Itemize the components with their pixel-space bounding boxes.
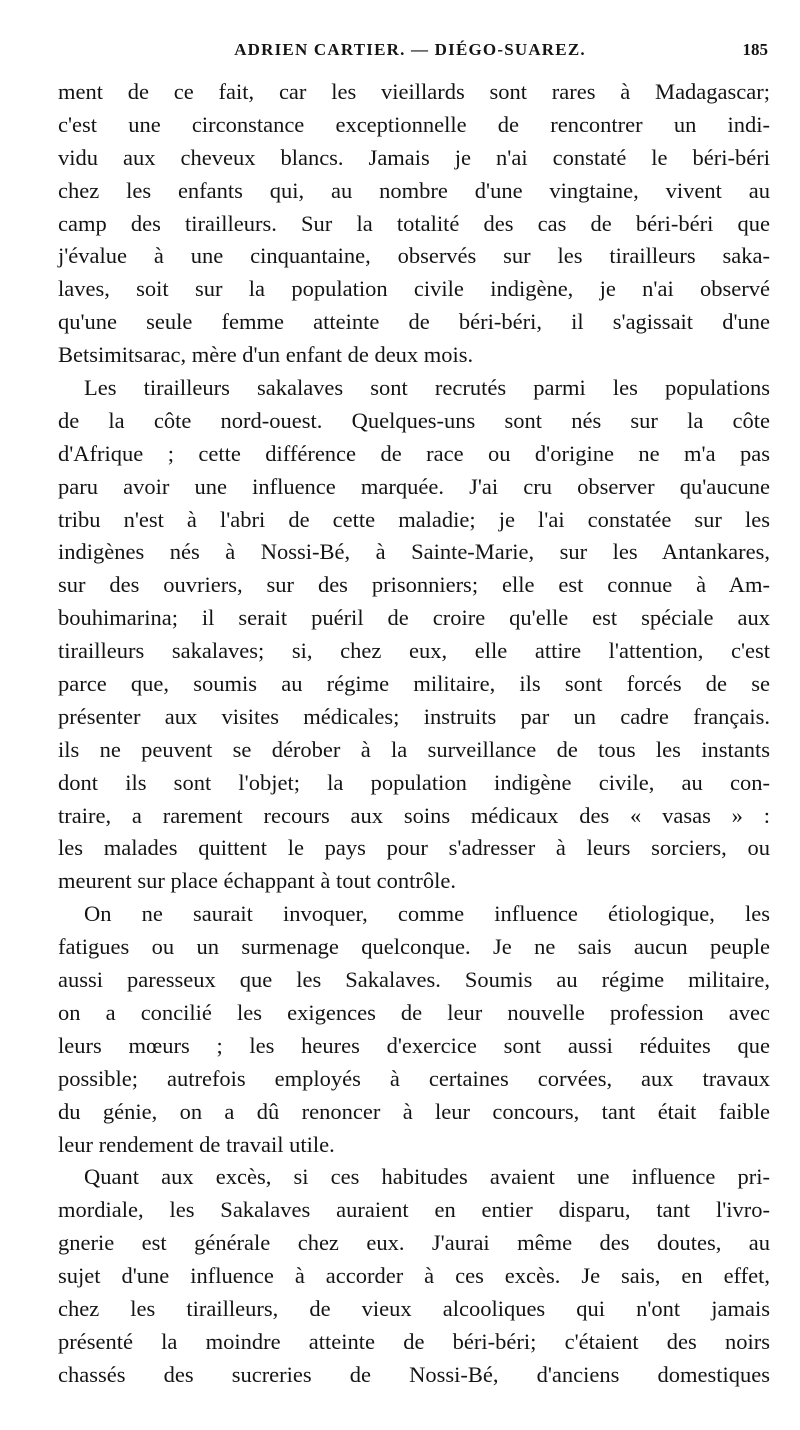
- running-head: [60, 40, 768, 70]
- text-line: on a concilié les exigences de leur nouvelle profession avec: [58, 999, 770, 1025]
- text-line: chez les enfants qui, au nombre d'une vingtaine, vivent au: [58, 177, 770, 203]
- text-line: fatigues ou un surmenage quelconque. Je ne sais aucun peuple: [58, 934, 770, 960]
- text-line: traire, a rarement recours aux soins médicaux des « vasas » :: [58, 802, 770, 828]
- text-line: paru avoir une influence marquée. J'ai cru observer qu'aucune: [58, 473, 770, 499]
- text-line: présenter aux visites médicales; instruits par un cadre français.: [58, 703, 770, 729]
- text-line: c'est une circonstance exceptionnelle de rencontrer un indi-: [58, 111, 770, 137]
- text-line: du génie, on a dû renoncer à leur concours, tant était faible: [58, 1098, 770, 1124]
- text-line: dont ils sont l'objet; la population indigène civile, au con-: [58, 769, 770, 795]
- text-line: ment de ce fait, car les vieillards sont rares à Madagascar;: [58, 79, 770, 104]
- body-text: [58, 76, 770, 1392]
- text-line: ils ne peuvent se dérober à la surveillance de tous les instants: [58, 736, 770, 762]
- text-line: leurs mœurs ; les heures d'exercice sont aussi réduites que: [58, 1032, 770, 1058]
- running-title: ADRIEN CARTIER. — DIÉGO-SUAREZ.: [234, 40, 586, 59]
- text-line: parce que, soumis au régime militaire, ils sont forcés de se: [58, 671, 770, 697]
- text-line: Quant aux excès, si ces habitudes avaient une influence pri-: [84, 1164, 770, 1190]
- text-line: chez les tirailleurs, de vieux alcooliques qui n'ont jamais: [58, 1295, 770, 1321]
- text-line: camp des tirailleurs. Sur la totalité des cas de béri-béri que: [58, 210, 770, 236]
- text-line: sujet d'une influence à accorder à ces excès. Je sais, en effet,: [58, 1263, 770, 1289]
- text-line: sur des ouvriers, sur des prisonniers; elle est connue à Am-: [58, 572, 770, 598]
- text-line: meurent sur place échappant à tout contrôle.: [58, 868, 456, 894]
- text-line: gnerie est générale chez eux. J'aurai même des doutes, au: [58, 1230, 770, 1256]
- text-line: d'Afrique ; cette différence de race ou d'origine ne m'a pas: [58, 440, 770, 466]
- text-line: vidu aux cheveux blancs. Jamais je n'ai constaté le béri-béri: [58, 144, 770, 170]
- text-line: tribu n'est à l'abri de cette maladie; je l'ai constatée sur les: [58, 506, 770, 532]
- text-line: chassés des sucreries de Nossi-Bé, d'anciens domestiques: [58, 1361, 770, 1387]
- page-number: 185: [742, 40, 768, 59]
- text-line: possible; autrefois employés à certaines corvées, aux travaux: [58, 1065, 770, 1091]
- text-line: indigènes nés à Nossi-Bé, à Sainte-Marie, sur les Antankares,: [58, 539, 770, 565]
- text-line: bouhimarina; il serait puéril de croire qu'elle est spéciale aux: [58, 605, 770, 631]
- text-line: leur rendement de travail utile.: [58, 1131, 335, 1157]
- text-line: laves, soit sur la population civile indigène, je n'ai observé: [58, 276, 770, 302]
- text-line: Les tirailleurs sakalaves sont recrutés parmi les populations: [84, 375, 770, 401]
- text-line: On ne saurait invoquer, comme influence étiologique, les: [84, 901, 770, 927]
- text-line: présenté la moindre atteinte de béri-béri; c'étaient des noirs: [58, 1328, 770, 1354]
- text-line: tirailleurs sakalaves; si, chez eux, elle attire l'attention, c'est: [58, 638, 770, 664]
- text-line: de la côte nord-ouest. Quelques-uns sont nés sur la côte: [58, 407, 770, 433]
- text-line: j'évalue à une cinquantaine, observés sur les tirailleurs saka-: [58, 243, 770, 269]
- text-line: qu'une seule femme atteinte de béri-béri, il s'agissait d'une: [58, 309, 770, 335]
- text-line: Betsimitsarac, mère d'un enfant de deux mois.: [58, 342, 474, 368]
- text-line: aussi paresseux que les Sakalaves. Soumis au régime militaire,: [58, 967, 770, 993]
- text-line: les malades quittent le pays pour s'adresser à leurs sorciers, ou: [58, 835, 770, 861]
- text-line: mordiale, les Sakalaves auraient en entier disparu, tant l'ivro-: [58, 1197, 770, 1223]
